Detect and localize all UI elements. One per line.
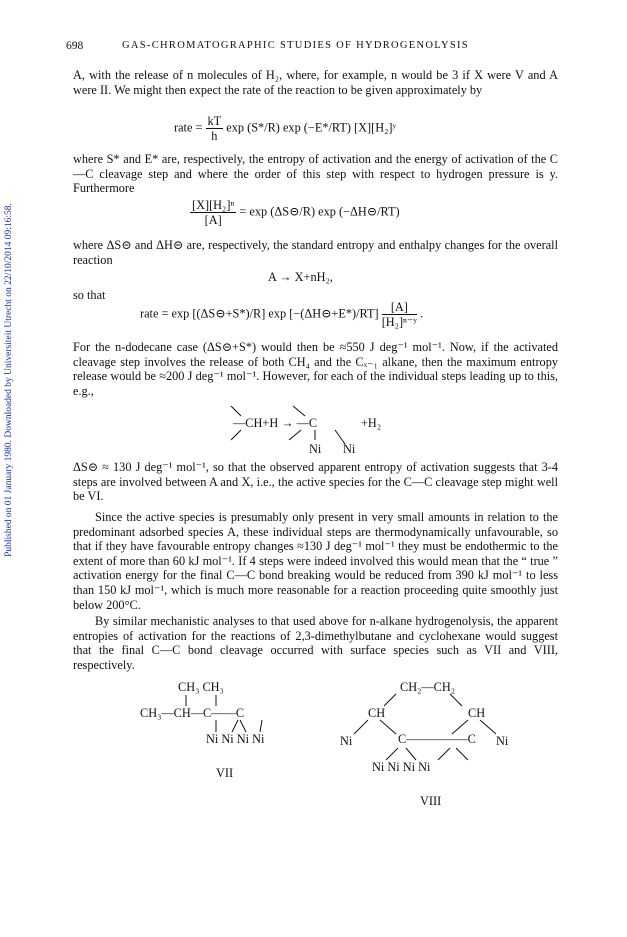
equation-overall-reaction: A → X+nH₂,: [268, 270, 333, 284]
paragraph-5: ΔS⊝ ≈ 130 J deg⁻¹ mol⁻¹, so that the observed apparent entropy of activation suggests that 3-4 steps are involved between A and X, i.e., the active species for the C—C cleavage step might well be VI.: [73, 460, 558, 504]
scheme-right: +H₂: [361, 416, 382, 430]
vii-mid: CH₃—CH—C——C: [140, 706, 245, 720]
viii-label: VIII: [420, 794, 442, 808]
viii-top: CH₂—CH₂: [400, 680, 456, 694]
paragraph-1: A, with the release of n molecules of H₂, where, for example, n would be 3 if X were V and A were II. We might then expect the rate of the reaction to be given approximately by: [73, 68, 558, 97]
equation-rate-1: [174, 114, 396, 143]
structure-vii: [140, 680, 310, 790]
viii-c-row: C—————C: [398, 732, 476, 746]
eq1-rhs: exp (S*/R) exp (−E*/RT) [X][H₂]ʸ: [226, 120, 397, 135]
page-header: [66, 40, 567, 56]
scheme-ni-2: Ni: [343, 442, 356, 456]
paragraph-6: Since the active species is presumably only present in very small amounts in relation to the predominant adsorbed species A, these individual steps are thermodynamically unfavourable, so that if they have favourable entropy changes ≈130 J deg⁻¹ mol⁻¹ they must be endothermic to the extent of more than 60 kJ mol⁻¹. If 4 steps were indeed involved this would mean that the “ true ” activation energy for the final C—C bond breaking would be reduced from 390 kJ mol⁻¹ to less than 150 kJ mol⁻¹, which is much more reasonable for a reaction proceeding quite smoothly just below 200°C.: [73, 510, 558, 612]
eq1-denominator: h: [211, 129, 218, 143]
structure-viii: [340, 680, 540, 830]
viii-ni-right: Ni: [496, 734, 509, 748]
eq4-denominator: [H₂]ⁿ⁻ʸ: [381, 315, 418, 329]
viii-ch-right: CH: [468, 706, 486, 720]
eq4-end: .: [420, 306, 424, 321]
so-that-text: so that: [73, 288, 106, 302]
scheme-left: —CH+H → —C: [233, 416, 318, 430]
eq2-denominator: [A]: [204, 213, 222, 227]
eq4-fraction: [382, 300, 417, 329]
running-title: GAS-CHROMATOGRAPHIC STUDIES OF HYDROGENOLYSIS: [122, 40, 469, 51]
paragraph-2: where S* and E* are, respectively, the entropy of activation and the energy of activation of the C—C cleavage step and where the order of this step with respect to hydrogen pressure is y. Furthermore: [73, 152, 558, 196]
paragraph-7: By similar mechanistic analyses to that used above for n-alkane hydrogenolysis, the apparent entropies of activation for the reactions of 2,3-dimethylbutane and cyclohexane would suggest that the final C—C bond cleavage occurred with surface species such as VII and VIII, respectively.: [73, 614, 558, 672]
eq1-fraction: [206, 114, 224, 143]
eq1-lhs: rate =: [174, 120, 203, 135]
scheme-ni-1: Ni: [309, 442, 322, 456]
vii-label: VII: [216, 766, 234, 780]
eq4-numerator: [A]: [382, 300, 417, 315]
viii-ni-left: Ni: [340, 734, 353, 748]
publication-sidebar: [2, 150, 16, 610]
eq1-numerator: kT: [207, 114, 222, 128]
paragraph-3: where ΔS⊝ and ΔH⊝ are, respectively, the standard entropy and enthalpy changes for the overall reaction: [73, 238, 558, 267]
equation-equilibrium: [190, 198, 400, 227]
eq2-fraction: [190, 198, 236, 227]
paragraph-4: For the n-dodecane case (ΔS⊝+S*) would then be ≈550 J deg⁻¹ mol⁻¹. Now, if the activated cleavage step involves the release of both CH₄ and the Cₓ₋₁ alkane, then the maximum entropy release would be ≈200 J deg⁻¹ mol⁻¹. However, for each of the individual steps leading up to this, e.g.,: [73, 340, 558, 398]
eq2-numerator: [X][H₂]ⁿ: [192, 198, 235, 212]
sidebar-text: Published on 01 January 1980. Downloaded by Universiteit Utrecht on 22/10/2014 09:16:58.: [4, 203, 14, 557]
vii-bottom: Ni Ni Ni Ni: [206, 732, 265, 746]
viii-bottom: Ni Ni Ni Ni: [372, 760, 431, 774]
eq2-rhs: = exp (ΔS⊝/R) exp (−ΔH⊝/RT): [239, 204, 400, 219]
reaction-scheme: [225, 404, 405, 460]
vii-top: CH₃ CH₃: [178, 680, 224, 694]
page-number: 698: [66, 40, 84, 52]
equation-rate-2: [140, 300, 423, 329]
viii-ch-left: CH: [368, 706, 386, 720]
eq4-lhs: rate = exp [(ΔS⊝+S*)/R] exp [−(ΔH⊝+E*)/RT]: [140, 306, 379, 321]
